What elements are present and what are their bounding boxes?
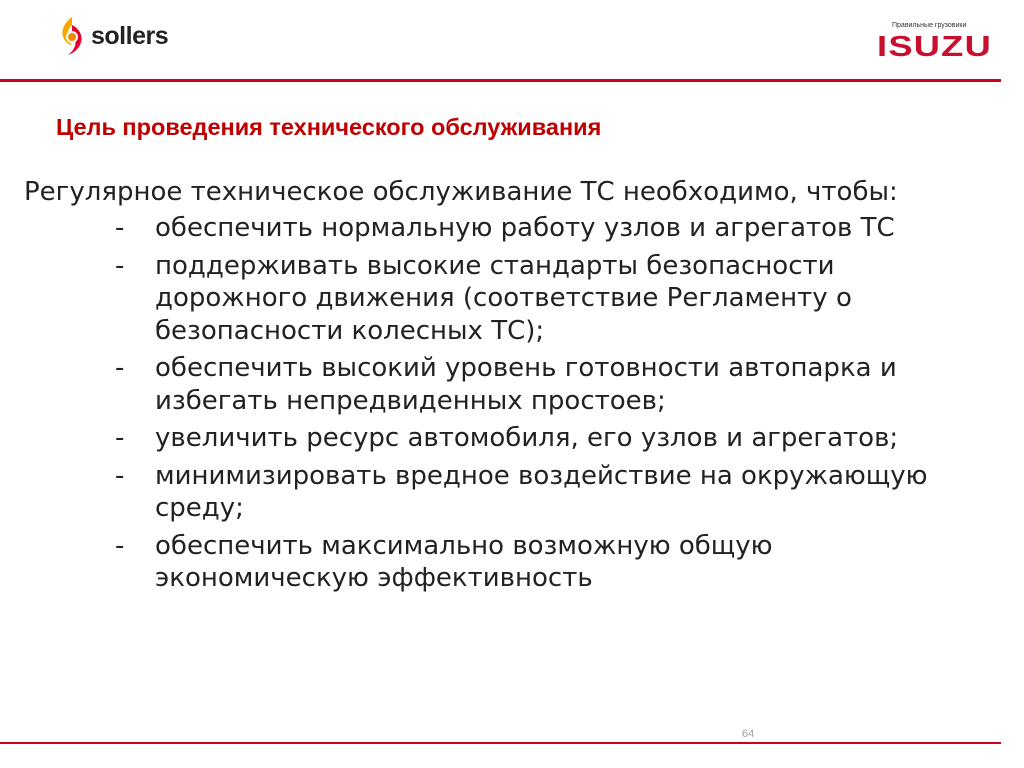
bullet-dash: - [115, 460, 125, 491]
isuzu-tagline: Правильные грузовики [892, 22, 967, 29]
slide-body [24, 176, 984, 600]
bullet-text: минимизировать вредное воздействие на окружающую среду; [155, 460, 928, 523]
bullet-text: поддерживать высокие стандарты безопасности дорожного движения (соответствие Регламенту о безопасности колесных ТС); [155, 250, 852, 346]
list-item [24, 460, 984, 525]
slide-title: Цель проведения технического обслуживания [56, 114, 602, 140]
bullet-text: увеличить ресурс автомобиля, его узлов и агрегатов; [155, 423, 899, 453]
isuzu-logo [877, 22, 992, 63]
list-item [24, 352, 984, 417]
intro-text: Регулярное техническое обслуживание ТС необходимо, чтобы: [24, 177, 898, 207]
bullet-dash: - [115, 353, 125, 383]
sollers-logo-text: sollers [91, 21, 169, 50]
bullet-dash: - [115, 423, 125, 453]
sollers-logo [56, 14, 168, 58]
list-item [24, 530, 984, 595]
list-item [24, 422, 984, 455]
bullet-text: обеспечить максимально возможную общую экономическую эффективность [155, 530, 773, 593]
list-item [24, 212, 984, 245]
bullet-text: обеспечить высокий уровень готовности автопарка и избегать непредвиденных простоев; [155, 353, 897, 416]
bullet-dash: - [115, 530, 125, 561]
footer-divider [0, 742, 1001, 744]
page-number: 64 [742, 728, 755, 740]
sollers-swirl-icon [56, 15, 88, 57]
bullet-dash: - [115, 213, 125, 243]
list-item [24, 250, 984, 348]
bullet-text: обеспечить нормальную работу узлов и агрегатов ТС [155, 213, 895, 243]
bullet-dash: - [115, 250, 125, 281]
slide-header [0, 0, 1024, 80]
bullet-list [24, 212, 984, 595]
isuzu-logo-text: ISUZU [877, 31, 992, 63]
header-divider [0, 79, 1001, 82]
